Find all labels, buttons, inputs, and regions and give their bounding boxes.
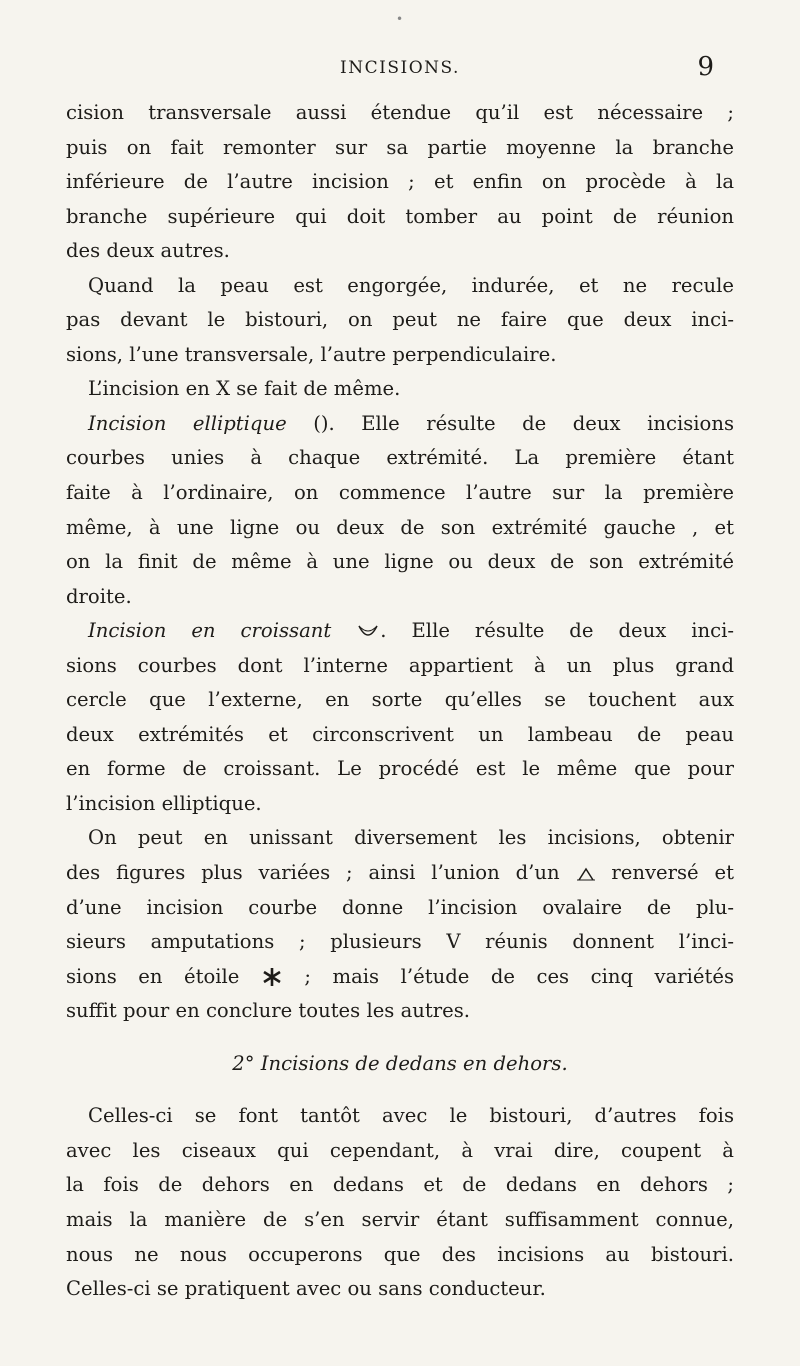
text-line: courbes unies à chaque extrémité. La première étant [66, 446, 734, 470]
text-line [66, 856, 734, 891]
text-line: Celles-ci se pratiquent avec ou sans conducteur. [66, 1277, 546, 1301]
text-line: faite à l’ordinaire, on commence l’autre sur la première [66, 481, 734, 505]
text-line: sions, l’une transversale, l’autre perpendiculaire. [66, 342, 557, 366]
text-line: des deux autres. [66, 239, 230, 263]
text-line: la fois de dehors en dedans et de dedans en dehors ; [66, 1173, 734, 1197]
text-line: deux extrémités et circonscrivent un lambeau de peau [66, 722, 734, 746]
inverted-v-icon [576, 866, 596, 882]
text-fragment: sions en étoile [66, 964, 240, 988]
text-line: Quand la peau est engorgée, indurée, et ne recule [88, 273, 734, 297]
text-line: même, à une ligne ou deux de son extrémité gauche , et [66, 515, 734, 539]
section-heading: 2° Incisions de dedans en dehors. [232, 1051, 568, 1075]
text-line: avec les ciseaux qui cependant, à vrai dire, coupent à [66, 1138, 734, 1162]
text-line: cision transversale aussi étendue qu’il est nécessaire ; [66, 101, 734, 124]
page-number: 9 [697, 52, 714, 82]
text-line: branche supérieure qui doit tomber au point de réunion [66, 204, 734, 228]
text-line [66, 614, 734, 649]
text-line: suffit pour en conclure toutes les autres. [66, 999, 471, 1023]
text-body [66, 96, 734, 1307]
text-fragment: (). Elle résulte de deux incisions [286, 411, 734, 435]
text-line: mais la manière de s’en servir étant suffisamment connue, [66, 1207, 734, 1231]
text-line: droite. [66, 584, 132, 608]
text-fragment: renversé et [595, 861, 734, 885]
text-line: cercle que l’externe, en sorte qu’elles se touchent aux [66, 688, 734, 712]
text-line: pas devant le bistouri, on peut ne faire que deux inci- [66, 308, 734, 332]
text-line [66, 407, 734, 442]
text-line: d’une incision courbe donne l’incision ovalaire de plu- [66, 895, 734, 919]
running-head: INCISIONS. [340, 58, 460, 78]
text-line: sieurs amputations ; plusieurs V réunis donnent l’inci- [66, 930, 734, 954]
star-incision-icon [261, 966, 283, 988]
text-line: sions courbes dont l’interne appartient à un plus grand [66, 653, 734, 677]
text-line: on la finit de même à une ligne ou deux de son extrémité [66, 550, 734, 574]
text-fragment: . Elle résulte de deux inci- [380, 619, 734, 643]
text-line: L’incision en X se fait de même. [88, 377, 401, 401]
text-line: l’incision elliptique. [66, 791, 262, 815]
italic-term: Incision elliptique [88, 411, 287, 435]
ink-dot: • [396, 12, 404, 26]
crescent-incision-icon [356, 622, 380, 642]
text-fragment: des figures plus variées ; ainsi l’union d’un [66, 861, 560, 885]
text-line: On peut en unissant diversement les incisions, obtenir [88, 826, 734, 850]
text-line: en forme de croissant. Le procédé est le même que pour [66, 757, 734, 781]
text-line: inférieure de l’autre incision ; et enfin on procède à la [66, 170, 734, 194]
text-line: puis on fait remonter sur sa partie moyenne la branche [66, 135, 734, 159]
italic-term: Incision en croissant [88, 619, 332, 643]
text-line [66, 960, 734, 995]
page-header [0, 12, 800, 84]
text-line: nous ne nous occuperons que des incisions au bistouri. [66, 1242, 734, 1266]
text-line: Celles-ci se font tantôt avec le bistouri, d’autres fois [88, 1104, 734, 1128]
text-fragment: ; mais l’étude de ces cinq variétés [282, 964, 734, 988]
